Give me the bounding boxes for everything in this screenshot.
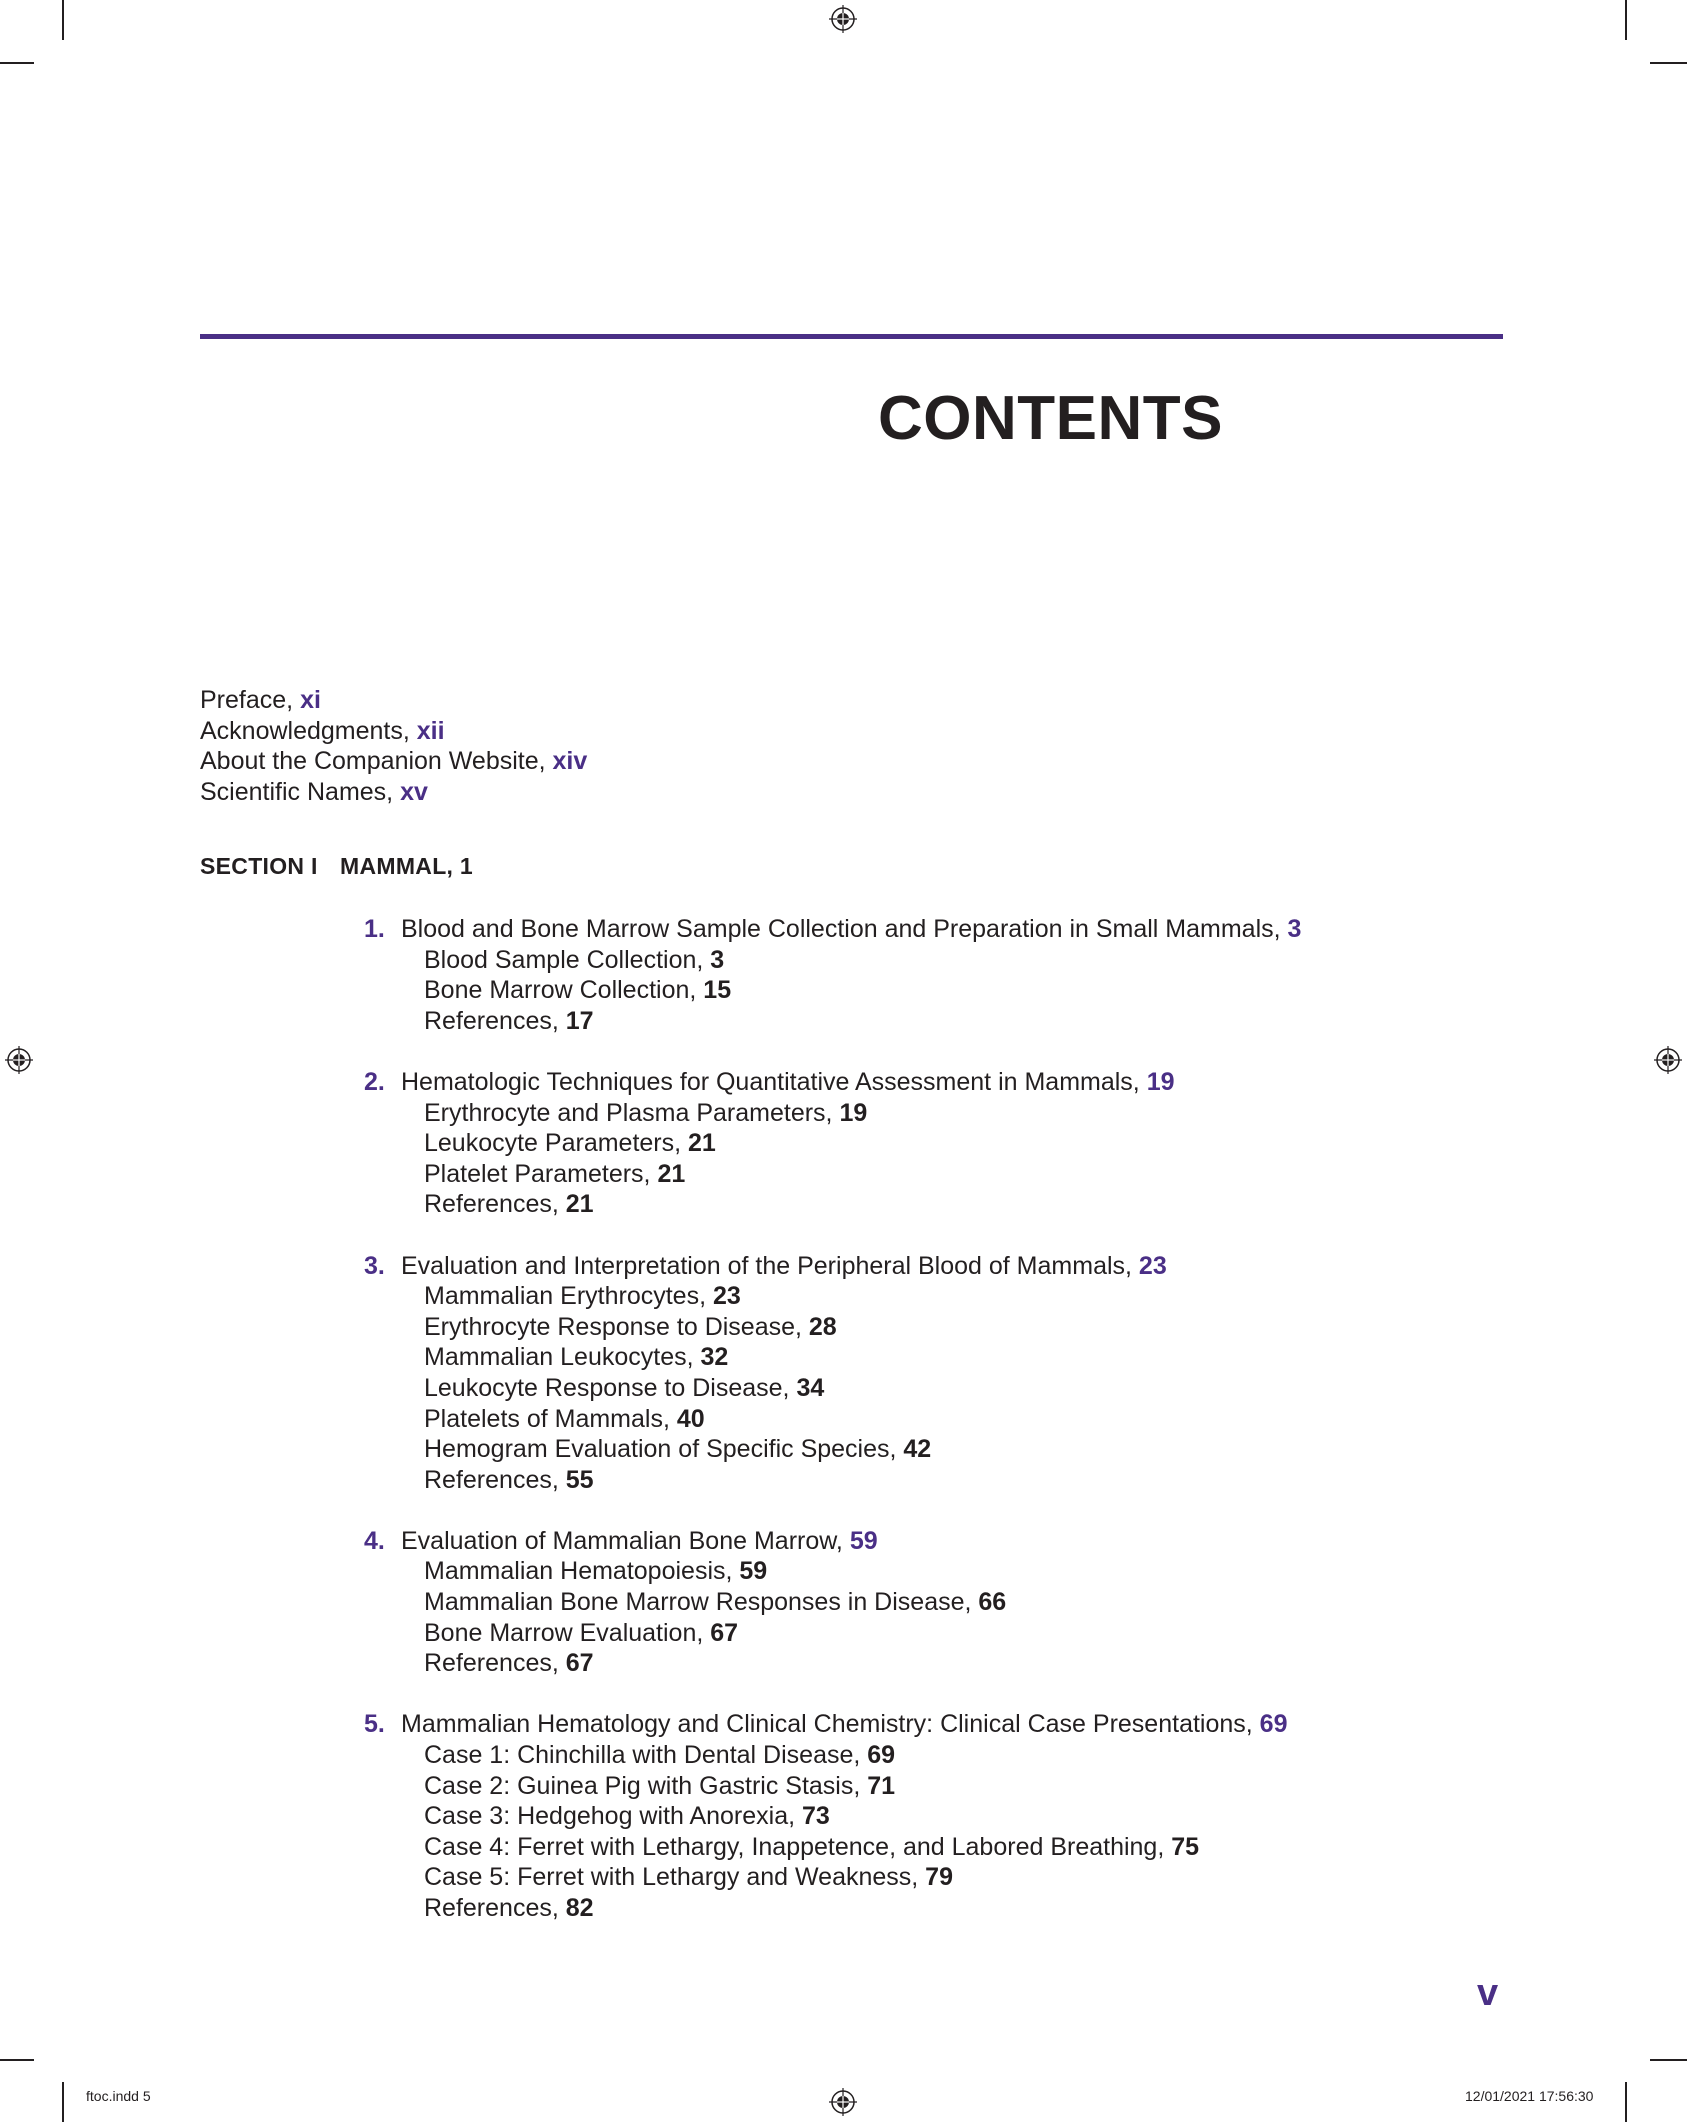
toc-entry-acknowledgments[interactable] bbox=[200, 716, 587, 747]
front-matter-list bbox=[200, 685, 587, 807]
page-number: 17 bbox=[565, 1006, 594, 1035]
page-number: 40 bbox=[676, 1404, 705, 1433]
page-number: 19 bbox=[839, 1098, 868, 1127]
chapter-entry[interactable] bbox=[364, 1526, 1504, 1557]
subentry-label: Blood Sample Collection, bbox=[424, 945, 711, 974]
subentry[interactable] bbox=[364, 1801, 1504, 1832]
page-number: 34 bbox=[796, 1373, 825, 1402]
page-number: xii bbox=[416, 716, 445, 745]
chapter-title: Evaluation and Interpretation of the Peripheral Blood of Mammals, bbox=[401, 1251, 1139, 1280]
crop-mark bbox=[1625, 0, 1627, 40]
crop-mark bbox=[62, 2082, 64, 2122]
subentry-label: Erythrocyte Response to Disease, bbox=[424, 1312, 809, 1341]
chapter-entry[interactable] bbox=[364, 1067, 1504, 1098]
chapter-number: 4. bbox=[364, 1526, 385, 1555]
subentry[interactable] bbox=[364, 1434, 1504, 1465]
chapter-entry[interactable] bbox=[364, 914, 1504, 945]
page-number: 23 bbox=[1138, 1251, 1167, 1280]
subentry-label: References, bbox=[424, 1006, 566, 1035]
page-number: 21 bbox=[657, 1159, 686, 1188]
subentry-label: Mammalian Hematopoiesis, bbox=[424, 1557, 740, 1586]
slug-filename: ftoc.indd 5 bbox=[86, 2088, 151, 2104]
subentry-label: References, bbox=[424, 1190, 566, 1219]
chapter-title: Hematologic Techniques for Quantitative Assessment in Mammals, bbox=[401, 1067, 1147, 1096]
page-number: 67 bbox=[565, 1649, 594, 1678]
section-heading[interactable] bbox=[200, 853, 473, 880]
subentry-label: Case 2: Guinea Pig with Gastric Stasis, bbox=[424, 1771, 868, 1800]
title-rule bbox=[200, 334, 1503, 339]
chapter-title: Evaluation of Mammalian Bone Marrow, bbox=[401, 1526, 850, 1555]
chapter-list bbox=[364, 914, 1504, 1954]
entry-label: Scientific Names, bbox=[200, 777, 401, 806]
page-number: 66 bbox=[978, 1588, 1007, 1617]
subentry[interactable] bbox=[364, 1771, 1504, 1802]
crop-mark bbox=[62, 0, 64, 40]
page-number: 28 bbox=[808, 1312, 837, 1341]
subentry-label: Hemogram Evaluation of Specific Species, bbox=[424, 1435, 904, 1464]
subentry-label: Case 1: Chinchilla with Dental Disease, bbox=[424, 1741, 868, 1770]
subentry[interactable] bbox=[364, 1648, 1504, 1679]
crop-mark bbox=[1625, 2082, 1627, 2122]
subentry-label: Platelet Parameters, bbox=[424, 1159, 658, 1188]
toc-entry-companion-website[interactable] bbox=[200, 746, 587, 777]
subentry[interactable] bbox=[364, 1342, 1504, 1373]
subentry-label: Case 4: Ferret with Lethargy, Inappetence, and Labored Breathing, bbox=[424, 1832, 1172, 1861]
page-number: 55 bbox=[565, 1465, 594, 1494]
page-number: xiv bbox=[552, 747, 588, 776]
subentry[interactable] bbox=[364, 975, 1504, 1006]
registration-mark-icon bbox=[1653, 1045, 1683, 1075]
subentry[interactable] bbox=[364, 1862, 1504, 1893]
subentry[interactable] bbox=[364, 1404, 1504, 1435]
page-number: 59 bbox=[849, 1526, 878, 1555]
subentry[interactable] bbox=[364, 1587, 1504, 1618]
subentry[interactable] bbox=[364, 1832, 1504, 1863]
page-number: 82 bbox=[565, 1894, 594, 1922]
section-title: MAMMAL, 1 bbox=[340, 853, 474, 879]
crop-mark bbox=[1650, 62, 1687, 64]
page-number: 67 bbox=[710, 1618, 739, 1647]
subentry-label: Case 3: Hedgehog with Anorexia, bbox=[424, 1802, 803, 1831]
subentry[interactable] bbox=[364, 1465, 1504, 1496]
page-number: 42 bbox=[903, 1435, 932, 1464]
entry-label: Preface, bbox=[200, 686, 301, 714]
subentry[interactable] bbox=[364, 945, 1504, 976]
subentry-label: Case 5: Ferret with Lethargy and Weakness, bbox=[424, 1863, 926, 1892]
subentry-label: Platelets of Mammals, bbox=[424, 1404, 677, 1433]
page-number: 21 bbox=[565, 1190, 594, 1219]
subentry[interactable] bbox=[364, 1373, 1504, 1404]
page-number: 15 bbox=[703, 976, 732, 1005]
subentry[interactable] bbox=[364, 1893, 1504, 1924]
subentry-label: References, bbox=[424, 1649, 566, 1678]
page-number: 59 bbox=[739, 1557, 768, 1586]
chapter-title: Blood and Bone Marrow Sample Collection and Preparation in Small Mammals, bbox=[401, 915, 1288, 943]
page-number: 3 bbox=[1287, 915, 1302, 943]
crop-mark bbox=[0, 2059, 34, 2061]
page-number: 21 bbox=[688, 1129, 716, 1158]
page-number: 71 bbox=[867, 1771, 896, 1800]
chapter-entry[interactable] bbox=[364, 1709, 1504, 1740]
toc-entry-scientific-names[interactable] bbox=[200, 777, 587, 808]
registration-mark-icon bbox=[828, 4, 858, 34]
subentry-label: Bone Marrow Collection, bbox=[424, 976, 704, 1005]
entry-label: About the Companion Website, bbox=[200, 747, 553, 776]
subentry[interactable] bbox=[364, 1618, 1504, 1649]
toc-entry-preface[interactable] bbox=[200, 685, 587, 716]
subentry-label: References, bbox=[424, 1465, 566, 1494]
page-number: 69 bbox=[1259, 1710, 1288, 1739]
page-number: 69 bbox=[867, 1741, 896, 1770]
chapter-block bbox=[364, 1709, 1504, 1923]
crop-mark bbox=[0, 62, 34, 64]
chapter-block bbox=[364, 1526, 1504, 1679]
page-number: 32 bbox=[700, 1343, 729, 1372]
chapter-number: 1. bbox=[364, 915, 385, 943]
page-number: 23 bbox=[712, 1282, 741, 1311]
page-title: CONTENTS bbox=[878, 384, 1223, 453]
subentry-label: Mammalian Leukocytes, bbox=[424, 1343, 701, 1372]
subentry-label: References, bbox=[424, 1894, 566, 1922]
slug-timestamp: 12/01/2021 17:56:30 bbox=[1465, 2088, 1594, 2104]
subentry[interactable] bbox=[364, 1312, 1504, 1343]
subentry[interactable] bbox=[364, 1740, 1504, 1771]
page-number: xi bbox=[300, 686, 321, 714]
chapter-number: 5. bbox=[364, 1710, 385, 1739]
crop-mark bbox=[1650, 2059, 1687, 2061]
subentry-label: Mammalian Bone Marrow Responses in Disease, bbox=[424, 1588, 979, 1617]
subentry-label: Bone Marrow Evaluation, bbox=[424, 1618, 711, 1647]
subentry[interactable] bbox=[364, 1098, 1504, 1129]
registration-mark-icon bbox=[4, 1045, 34, 1075]
chapter-number: 2. bbox=[364, 1067, 385, 1096]
page-number: 79 bbox=[925, 1863, 953, 1892]
chapter-title: Mammalian Hematology and Clinical Chemistry: Clinical Case Presentations, bbox=[401, 1710, 1260, 1739]
section-label: SECTION I bbox=[200, 853, 318, 879]
registration-mark-icon bbox=[828, 2087, 858, 2117]
subentry-label: Erythrocyte and Plasma Parameters, bbox=[424, 1098, 840, 1127]
subentry[interactable] bbox=[364, 1159, 1504, 1190]
page-number: xv bbox=[400, 777, 428, 806]
chapter-number: 3. bbox=[364, 1251, 385, 1280]
subentry[interactable] bbox=[364, 1006, 1504, 1037]
chapter-entry[interactable] bbox=[364, 1251, 1504, 1282]
subentry[interactable] bbox=[364, 1556, 1504, 1587]
chapter-block bbox=[364, 914, 1504, 1036]
subentry[interactable] bbox=[364, 1281, 1504, 1312]
subentry[interactable] bbox=[364, 1189, 1504, 1220]
page-number: 75 bbox=[1171, 1832, 1200, 1861]
page-number: 73 bbox=[802, 1802, 830, 1831]
chapter-block bbox=[364, 1067, 1504, 1220]
page-number: 3 bbox=[710, 945, 725, 974]
chapter-block bbox=[364, 1251, 1504, 1496]
page-number: 19 bbox=[1146, 1067, 1175, 1096]
subentry-label: Mammalian Erythrocytes, bbox=[424, 1282, 713, 1311]
page-folio: v bbox=[1477, 1972, 1499, 2014]
entry-label: Acknowledgments, bbox=[200, 716, 417, 745]
subentry-label: Leukocyte Response to Disease, bbox=[424, 1373, 797, 1402]
subentry-label: Leukocyte Parameters, bbox=[424, 1129, 689, 1158]
subentry[interactable] bbox=[364, 1128, 1504, 1159]
